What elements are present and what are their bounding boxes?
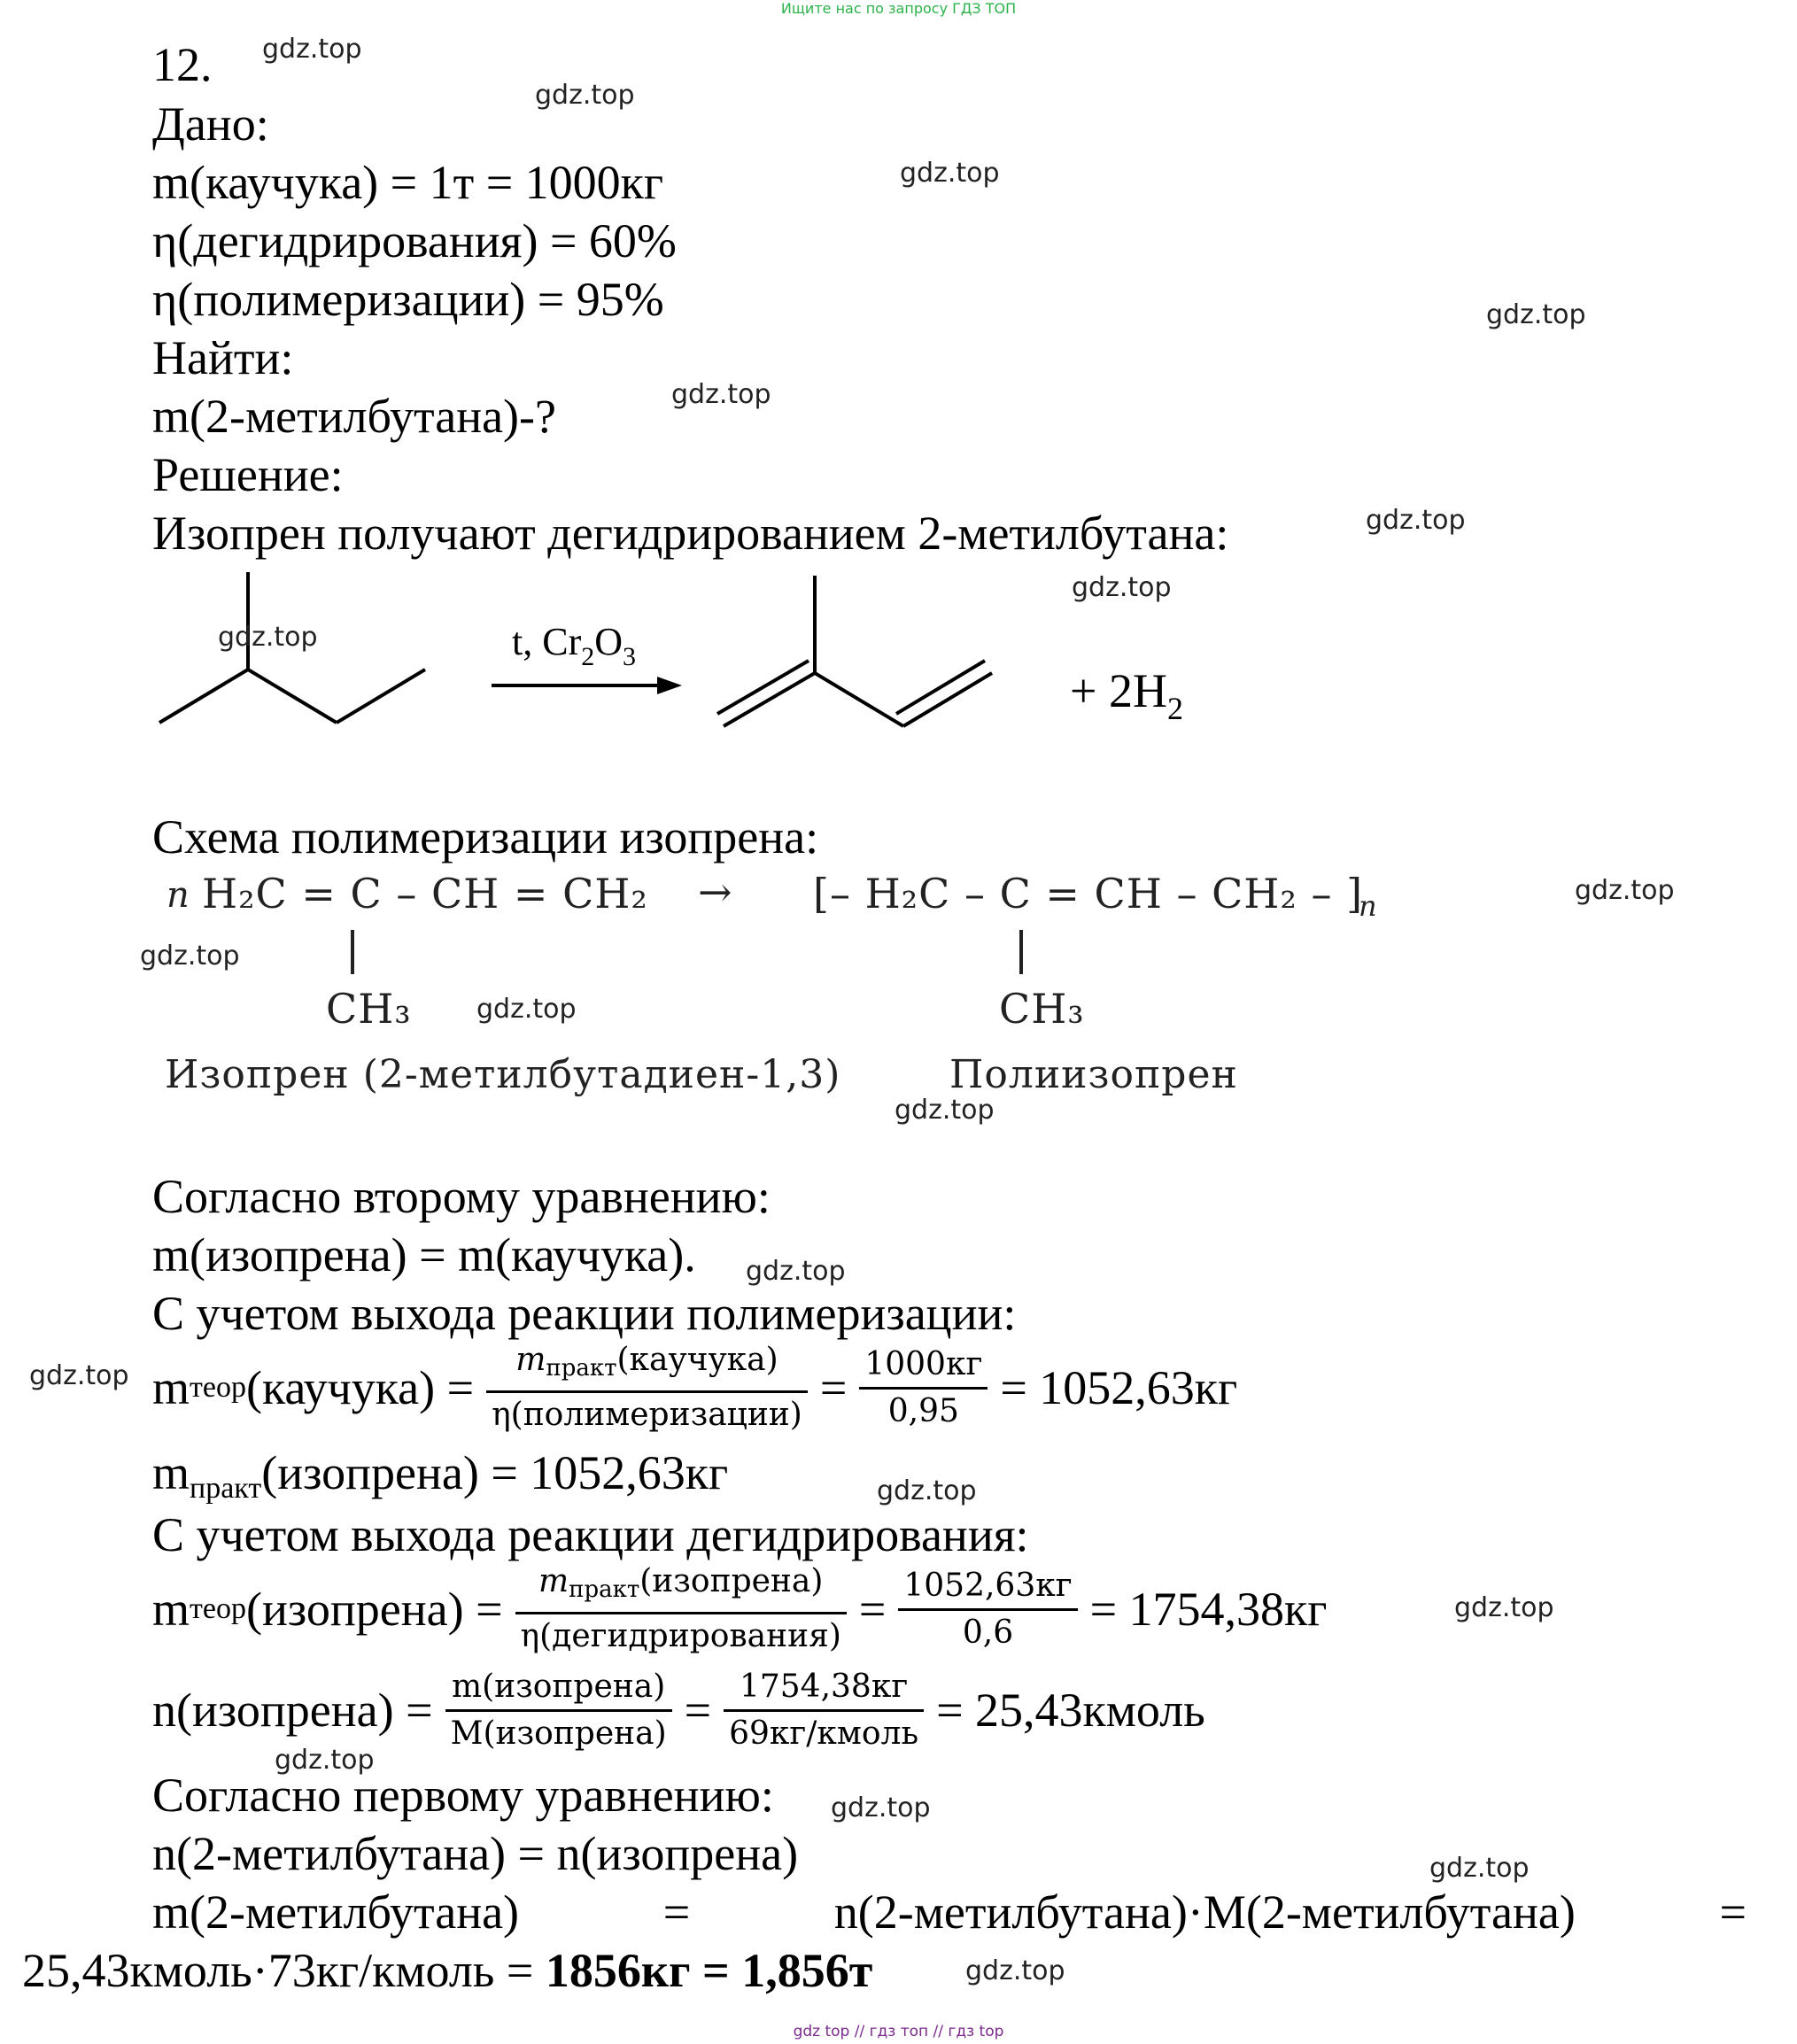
watermark: gdz.top	[671, 379, 771, 410]
given-line: m(каучука) = 1т = 1000кг	[152, 156, 664, 209]
final-line-1	[152, 1883, 1747, 1941]
scheme-polymer-n: n	[1359, 889, 1378, 923]
watermark: gdz.top	[965, 1955, 1065, 1986]
eq-equals: =	[684, 1684, 712, 1737]
prakt-sub: практ	[190, 1472, 262, 1505]
watermark: gdz.top	[746, 1256, 846, 1287]
fraction-numerator: 1052,63кг	[898, 1566, 1077, 1611]
final-equals: =	[1719, 1885, 1747, 1939]
num-tail: (каучука)	[616, 1342, 778, 1378]
eq-theoretical-isoprene	[152, 1560, 1327, 1658]
eq-equals: =	[858, 1583, 887, 1636]
watermark: gdz.top	[262, 34, 362, 65]
watermark: gdz.top	[218, 622, 318, 653]
dehyd-yield-title: С учетом выхода реакции дегидрирования:	[152, 1508, 1029, 1561]
final-answer: 1856кг = 1,856т	[545, 1944, 873, 1997]
watermark: gdz.top	[535, 80, 635, 111]
watermark: gdz.top	[29, 1360, 129, 1391]
watermark: gdz.top	[1366, 505, 1466, 536]
scheme-polymer: [– H₂C – C = CH – CH₂ – ]	[813, 870, 1364, 917]
fraction-denominator: 0,95	[887, 1392, 959, 1429]
fraction-denominator: 69кг/кмоль	[729, 1715, 919, 1752]
fraction-numerator	[515, 1561, 847, 1614]
byproduct-sub: 2	[1166, 691, 1183, 726]
num-sub: практ	[569, 1576, 640, 1603]
watermark: gdz.top	[140, 941, 240, 972]
fraction-numerator: 1000кг	[859, 1344, 988, 1390]
fraction-values	[724, 1667, 924, 1754]
conditions-sub: 2	[581, 642, 595, 671]
scheme-n: n	[167, 875, 190, 916]
eq-result: = 25,43кмоль	[936, 1684, 1205, 1737]
fraction-denominator: M(изопрена)	[450, 1715, 667, 1752]
find-title: Найти:	[152, 331, 294, 384]
num-sub: практ	[546, 1355, 617, 1382]
given-line: η(полимеризации) = 95%	[152, 273, 664, 326]
watermark: gdz.top	[1454, 1592, 1554, 1623]
final-equals: =	[662, 1885, 691, 1939]
final-calculation: 25,43кмоль·73кг/кмоль =	[22, 1944, 546, 1997]
eq-equals: =	[819, 1361, 848, 1414]
watermark: gdz.top	[877, 1475, 977, 1506]
eq-lhs-sub: теор	[190, 1592, 246, 1625]
scheme-arrow: →	[698, 868, 733, 916]
solution-intro: Изопрен получают дегидрированием 2-метилбутана:	[152, 507, 1229, 560]
watermark: gdz.top	[1575, 875, 1675, 906]
header-note: Ищите нас по запросу ГДЗ ТОП	[780, 0, 1017, 17]
num-m: m	[515, 1342, 546, 1378]
fraction-mass-over-yield	[515, 1561, 847, 1657]
fraction-mass-over-yield	[486, 1340, 808, 1436]
conditions-o: O	[594, 620, 624, 663]
eq-result: = 1754,38кг	[1089, 1583, 1328, 1636]
conditions-sub: 3	[623, 642, 637, 671]
watermark: gdz.top	[476, 994, 577, 1025]
eq-lhs-tail: (каучука) =	[245, 1361, 475, 1414]
final-expression: n(2-метилбутана)·M(2-метилбутана)	[833, 1885, 1576, 1939]
scheme-ch3-left: CH₃	[326, 985, 412, 1033]
fraction-denominator: 0,6	[962, 1614, 1014, 1651]
solution-title: Решение:	[152, 448, 344, 501]
num-m: m	[538, 1563, 569, 1599]
final-mass-label: m(2-метилбутана)	[152, 1885, 520, 1939]
fraction-values	[898, 1566, 1077, 1653]
prakt-m: m	[152, 1446, 190, 1499]
first-eq-title: Согласно первому уравнению:	[152, 1769, 774, 1822]
eq-lhs: m	[152, 1361, 190, 1414]
eq-lhs: m	[152, 1583, 190, 1636]
fraction-numerator: 1754,38кг	[724, 1667, 924, 1712]
watermark: gdz.top	[275, 1745, 375, 1776]
fraction-values	[859, 1344, 988, 1432]
footer-note: gdz top // гдз топ // гдз top	[793, 2023, 1004, 2040]
watermark: gdz.top	[1486, 299, 1586, 330]
second-eq-line: m(изопрена) = m(каучука).	[152, 1228, 696, 1281]
num-tail: (изопрена)	[639, 1563, 824, 1599]
problem-number: 12.	[152, 38, 213, 91]
eq-lhs: n(изопрена) =	[152, 1684, 433, 1737]
poly-yield-title: С учетом выхода реакции полимеризации:	[152, 1287, 1017, 1340]
final-line-2	[22, 1941, 872, 2000]
eq-lhs-sub: теор	[190, 1371, 246, 1404]
watermark: gdz.top	[1072, 572, 1172, 603]
eq-lhs-tail: (изопрена) =	[245, 1583, 503, 1636]
second-eq-title: Согласно второму уравнению:	[152, 1170, 771, 1223]
watermark: gdz.top	[1429, 1853, 1530, 1884]
fraction-mass-over-molar	[445, 1667, 672, 1754]
fraction-denominator: η(дегидрирования)	[520, 1618, 841, 1654]
fraction-numerator	[486, 1340, 808, 1393]
scheme-ch3-right: CH₃	[999, 985, 1085, 1033]
scheme-label-polyisoprene: Полиизопрен	[949, 1052, 1238, 1097]
watermark: gdz.top	[895, 1095, 995, 1126]
prakt-tail: (изопрена) = 1052,63кг	[261, 1446, 729, 1499]
byproduct-h2: + 2H	[1070, 664, 1167, 717]
scheme-monomer: H₂C = C – CH = CH₂	[202, 870, 648, 917]
eq-theoretical-rubber	[152, 1339, 1237, 1436]
n-equal-line: n(2-метилбутана) = n(изопрена)	[152, 1827, 799, 1880]
watermark: gdz.top	[831, 1792, 931, 1823]
conditions-t-cr: t, Cr	[512, 620, 582, 663]
given-line: η(дегидрирования) = 60%	[152, 214, 677, 267]
watermark: gdz.top	[900, 158, 1000, 189]
find-line: m(2-метилбутана)-?	[152, 390, 556, 443]
fraction-denominator: η(полимеризации)	[492, 1397, 802, 1433]
fraction-numerator: m(изопрена)	[445, 1667, 672, 1712]
given-title: Дано:	[152, 97, 269, 151]
eq-result: = 1052,63кг	[1000, 1361, 1238, 1414]
scheme-label-isoprene: Изопрен (2-метилбутадиен-1,3)	[165, 1052, 841, 1097]
scheme-title: Схема полимеризации изопрена:	[152, 810, 819, 863]
